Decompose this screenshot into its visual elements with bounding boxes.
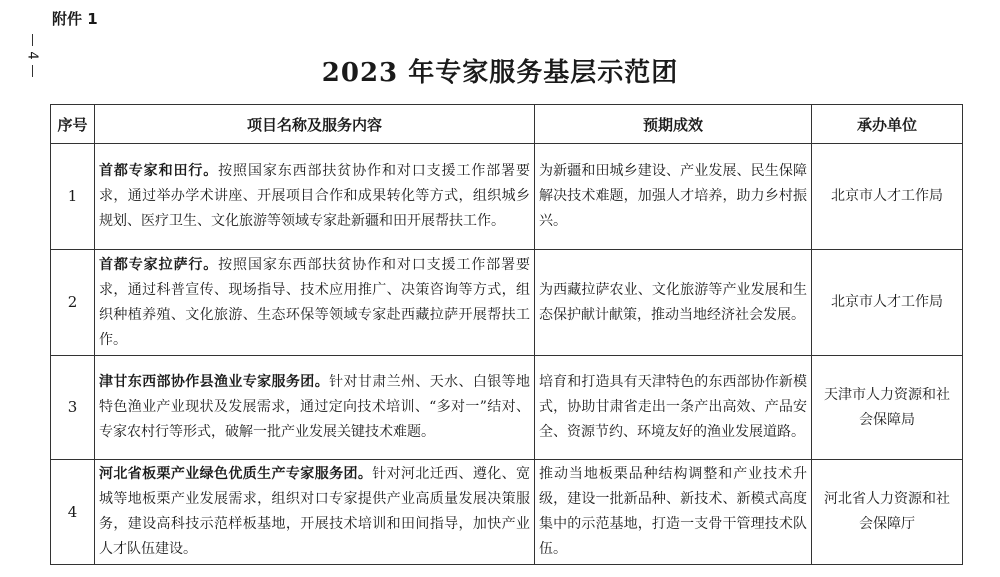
project-content: 针对河北迁西、遵化、宽城等地板栗产业发展需求，组织对口专家提供产业高质量发展决策服务，建设高科技示范样板基地，开展技术培训和田间指导，加快产业人才队伍建设。 bbox=[99, 466, 531, 557]
row-index: 3 bbox=[51, 356, 95, 460]
project-content: 按照国家东西部扶贫协作和对口支援工作部署要求，通过举办学术讲座、开展项目合作和成果转化等方式，组织城乡规划、医疗卫生、文化旅游等领域专家赴新疆和田开展帮扶工作。 bbox=[99, 163, 531, 229]
header-outcome: 预期成效 bbox=[535, 105, 812, 144]
organizer-cell: 北京市人才工作局 bbox=[812, 144, 963, 250]
page-number: 4 bbox=[24, 51, 40, 60]
header-organizer: 承办单位 bbox=[812, 105, 963, 144]
outcome-cell: 为新疆和田城乡建设、产业发展、民生保障解决技术难题，加强人才培养，助力乡村振兴。 bbox=[535, 144, 812, 250]
row-index: 1 bbox=[51, 144, 95, 250]
outcome-cell: 推动当地板栗品种结构调整和产业技术升级，建设一批新品种、新技术、新模式高度集中的示范基地，打造一支骨干管理技术队伍。 bbox=[535, 460, 812, 565]
project-content: 针对甘肃兰州、天水、白银等地特色渔业产业现状及发展需求，通过定向技术培训、“多对一”结对、专家农村行等形式，破解一批产业发展关键技术难题。 bbox=[99, 374, 531, 440]
row-index: 4 bbox=[51, 460, 95, 565]
header-project: 项目名称及服务内容 bbox=[95, 105, 535, 144]
project-cell bbox=[95, 460, 535, 565]
project-content: 按照国家东西部扶贫协作和对口支援工作部署要求，通过科普宣传、现场指导、技术应用推广、决策咨询等方式，组织种植养殖、文化旅游、生态环保等领域专家赴西藏拉萨开展帮扶工作。 bbox=[99, 256, 531, 348]
row-index: 2 bbox=[51, 250, 95, 356]
project-title: 首都专家和田行。 bbox=[99, 163, 219, 179]
project-cell bbox=[95, 356, 535, 460]
project-cell bbox=[95, 144, 535, 250]
header-index: 序号 bbox=[51, 105, 95, 144]
organizer-cell: 北京市人才工作局 bbox=[812, 250, 963, 356]
demonstration-group-table bbox=[50, 104, 963, 565]
project-title: 河北省板栗产业绿色优质生产专家服务团。 bbox=[99, 466, 373, 482]
outcome-cell: 为西藏拉萨农业、文化旅游等产业发展和生态保护献计献策，推动当地经济社会发展。 bbox=[535, 250, 812, 356]
table-row bbox=[51, 460, 963, 565]
table-header-row bbox=[51, 105, 963, 144]
project-title: 首都专家拉萨行。 bbox=[99, 256, 219, 273]
organizer-cell: 河北省人力资源和社会保障厅 bbox=[812, 460, 963, 565]
project-title: 津甘东西部协作县渔业专家服务团。 bbox=[99, 374, 330, 390]
table-row bbox=[51, 250, 963, 356]
table-row bbox=[51, 144, 963, 250]
document-title: 2023 年专家服务基层示范团 bbox=[321, 58, 679, 88]
table-row bbox=[51, 356, 963, 460]
attachment-label: 附件 1 bbox=[52, 10, 98, 28]
outcome-cell: 培育和打造具有天津特色的东西部协作新模式，协助甘肃省走出一条产出高效、产品安全、资源节约、环境友好的渔业发展道路。 bbox=[535, 356, 812, 460]
page-number-rule-top bbox=[32, 34, 33, 46]
project-cell bbox=[95, 250, 535, 356]
organizer-cell: 天津市人力资源和社会保障局 bbox=[812, 356, 963, 460]
